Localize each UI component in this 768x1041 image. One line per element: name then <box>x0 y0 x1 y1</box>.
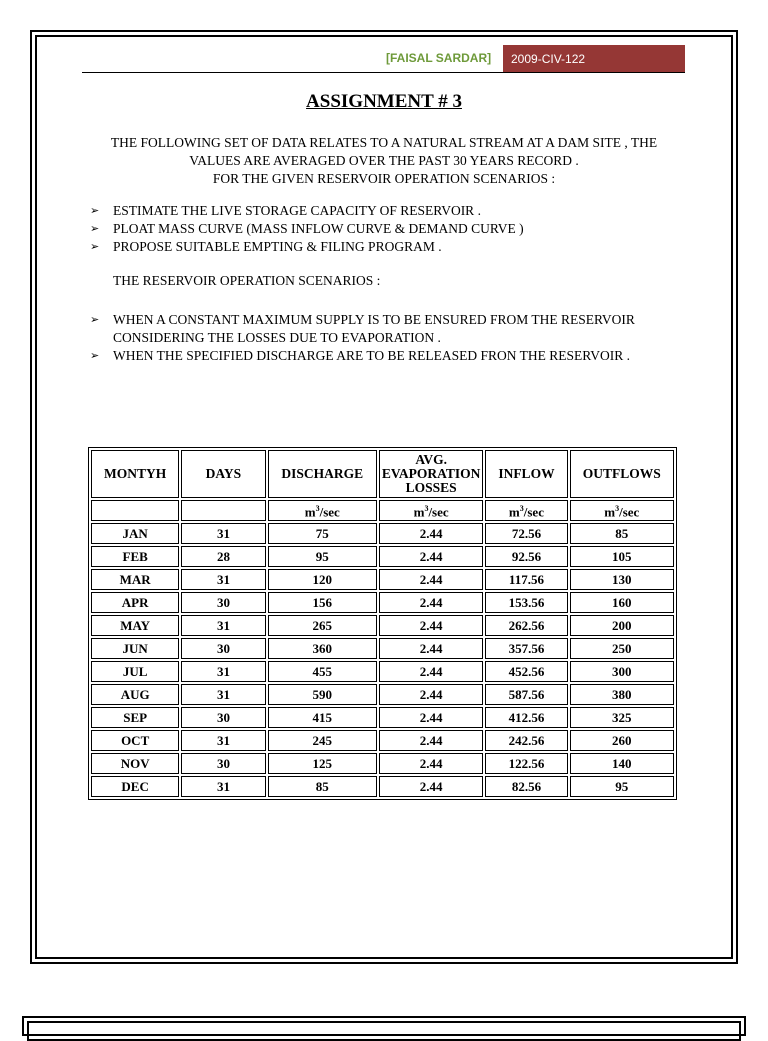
unit-cell-empty <box>181 500 265 521</box>
scenario-item <box>90 311 690 347</box>
table-units-row <box>91 500 674 521</box>
cell-inflow: 242.56 <box>485 730 567 751</box>
cell-discharge: 75 <box>268 523 377 544</box>
cell-discharge: 120 <box>268 569 377 590</box>
unit-cell: $m^3/\sec$ <box>379 500 483 521</box>
header-discharge: DISCHARGE <box>268 450 377 498</box>
task-list <box>90 202 690 256</box>
cell-evaporation: 2.44 <box>379 592 483 613</box>
cell-outflows: 260 <box>570 730 674 751</box>
table-row <box>91 638 674 659</box>
reservoir-data-table <box>88 447 677 800</box>
cell-discharge: 455 <box>268 661 377 682</box>
cell-month: AUG <box>91 684 179 705</box>
cell-inflow: 262.56 <box>485 615 567 636</box>
unit-cell: $m^3/\sec$ <box>268 500 377 521</box>
cell-month: NOV <box>91 753 179 774</box>
cell-outflows: 105 <box>570 546 674 567</box>
cell-month: SEP <box>91 707 179 728</box>
cell-evaporation: 2.44 <box>379 753 483 774</box>
table-header-row <box>91 450 674 498</box>
cell-days: 28 <box>181 546 265 567</box>
cell-discharge: 265 <box>268 615 377 636</box>
cell-days: 30 <box>181 592 265 613</box>
cell-discharge: 415 <box>268 707 377 728</box>
cell-inflow: 122.56 <box>485 753 567 774</box>
cell-inflow: 72.56 <box>485 523 567 544</box>
table-row <box>91 684 674 705</box>
cell-days: 31 <box>181 569 265 590</box>
cell-month: MAY <box>91 615 179 636</box>
cell-discharge: 85 <box>268 776 377 797</box>
cell-discharge: 95 <box>268 546 377 567</box>
task-text: ESTIMATE THE LIVE STORAGE CAPACITY OF RESERVOIR . <box>113 203 481 218</box>
cell-month: OCT <box>91 730 179 751</box>
cell-month: JUL <box>91 661 179 682</box>
scenario-item <box>90 347 690 365</box>
cell-days: 31 <box>181 615 265 636</box>
table-row <box>91 592 674 613</box>
unit-cell-empty <box>91 500 179 521</box>
header-evaporation-line-2: EVAPORATION <box>381 466 481 481</box>
cell-discharge: 245 <box>268 730 377 751</box>
scenario-list <box>90 311 690 365</box>
cell-days: 31 <box>181 661 265 682</box>
task-text: PLOAT MASS CURVE (MASS INFLOW CURVE & DEMAND CURVE ) <box>113 221 524 236</box>
scenario-text: WHEN THE SPECIFIED DISCHARGE ARE TO BE RELEASED FRON THE RESERVOIR . <box>113 348 630 363</box>
cell-evaporation: 2.44 <box>379 707 483 728</box>
cell-inflow: 452.56 <box>485 661 567 682</box>
header-month: MONTYH <box>91 450 179 498</box>
table-row <box>91 546 674 567</box>
table-row <box>91 661 674 682</box>
cell-evaporation: 2.44 <box>379 546 483 567</box>
header-divider <box>82 72 685 73</box>
next-page-border-inner <box>27 1021 741 1041</box>
cell-outflows: 160 <box>570 592 674 613</box>
cell-inflow: 117.56 <box>485 569 567 590</box>
cell-outflows: 140 <box>570 753 674 774</box>
cell-month: APR <box>91 592 179 613</box>
task-item <box>90 238 690 256</box>
cell-month: JUN <box>91 638 179 659</box>
cell-outflows: 380 <box>570 684 674 705</box>
cell-days: 30 <box>181 753 265 774</box>
cell-month: DEC <box>91 776 179 797</box>
cell-evaporation: 2.44 <box>379 776 483 797</box>
table-row <box>91 615 674 636</box>
task-item <box>90 220 690 238</box>
bullet-arrow-icon: ➢ <box>90 313 100 326</box>
cell-evaporation: 2.44 <box>379 569 483 590</box>
header-evaporation-line-1: AVG. <box>415 452 447 467</box>
cell-inflow: 153.56 <box>485 592 567 613</box>
unit-cell: $m^3/\sec$ <box>485 500 567 521</box>
task-text: PROPOSE SUITABLE EMPTING & FILING PROGRAM . <box>113 239 442 254</box>
cell-month: JAN <box>91 523 179 544</box>
table-row <box>91 730 674 751</box>
cell-outflows: 95 <box>570 776 674 797</box>
unit-cell: $m^3/\sec$ <box>570 500 674 521</box>
table-row <box>91 753 674 774</box>
table-row <box>91 569 674 590</box>
cell-evaporation: 2.44 <box>379 730 483 751</box>
intro-line-3: FOR THE GIVEN RESERVOIR OPERATION SCENARIOS : <box>212 171 556 186</box>
cell-month: FEB <box>91 546 179 567</box>
cell-days: 31 <box>181 776 265 797</box>
cell-outflows: 300 <box>570 661 674 682</box>
cell-inflow: 412.56 <box>485 707 567 728</box>
cell-month: MAR <box>91 569 179 590</box>
student-id-badge: 2009-CIV-122 <box>503 45 685 73</box>
cell-evaporation: 2.44 <box>379 661 483 682</box>
cell-outflows: 85 <box>570 523 674 544</box>
cell-evaporation: 2.44 <box>379 684 483 705</box>
cell-inflow: 587.56 <box>485 684 567 705</box>
cell-discharge: 125 <box>268 753 377 774</box>
cell-inflow: 357.56 <box>485 638 567 659</box>
scenario-text: WHEN A CONSTANT MAXIMUM SUPPLY IS TO BE ENSURED FROM THE RESERVOIR CONSIDERING THE LOSSES DUE TO EVAPORATION . <box>113 312 635 345</box>
scenarios-heading: THE RESERVOIR OPERATION SCENARIOS : <box>113 273 381 288</box>
cell-evaporation: 2.44 <box>379 523 483 544</box>
bullet-arrow-icon: ➢ <box>90 349 100 362</box>
header-inflow: INFLOW <box>485 450 567 498</box>
bullet-arrow-icon: ➢ <box>90 204 100 217</box>
cell-days: 31 <box>181 684 265 705</box>
cell-days: 30 <box>181 638 265 659</box>
cell-discharge: 360 <box>268 638 377 659</box>
header-days: DAYS <box>181 450 265 498</box>
header-evaporation-line-3: LOSSES <box>405 480 457 495</box>
header-outflows: OUTFLOWS <box>570 450 674 498</box>
cell-inflow: 82.56 <box>485 776 567 797</box>
cell-outflows: 200 <box>570 615 674 636</box>
bullet-arrow-icon: ➢ <box>90 240 100 253</box>
cell-outflows: 250 <box>570 638 674 659</box>
cell-days: 30 <box>181 707 265 728</box>
cell-inflow: 92.56 <box>485 546 567 567</box>
intro-paragraph <box>86 134 682 188</box>
table-row <box>91 707 674 728</box>
author-name: [FAISAL SARDAR] <box>386 51 492 65</box>
cell-outflows: 130 <box>570 569 674 590</box>
page-title: ASSIGNMENT # 3 <box>306 91 462 112</box>
intro-line-1: THE FOLLOWING SET OF DATA RELATES TO A NATURAL STREAM AT A DAM SITE , THE <box>110 135 658 150</box>
cell-evaporation: 2.44 <box>379 638 483 659</box>
bullet-arrow-icon: ➢ <box>90 222 100 235</box>
intro-line-2: VALUES ARE AVERAGED OVER THE PAST 30 YEARS RECORD . <box>189 153 579 168</box>
cell-days: 31 <box>181 523 265 544</box>
task-item <box>90 202 690 220</box>
table-row <box>91 523 674 544</box>
table-row <box>91 776 674 797</box>
cell-outflows: 325 <box>570 707 674 728</box>
header-evaporation <box>379 450 483 498</box>
cell-days: 31 <box>181 730 265 751</box>
cell-discharge: 156 <box>268 592 377 613</box>
cell-discharge: 590 <box>268 684 377 705</box>
cell-evaporation: 2.44 <box>379 615 483 636</box>
